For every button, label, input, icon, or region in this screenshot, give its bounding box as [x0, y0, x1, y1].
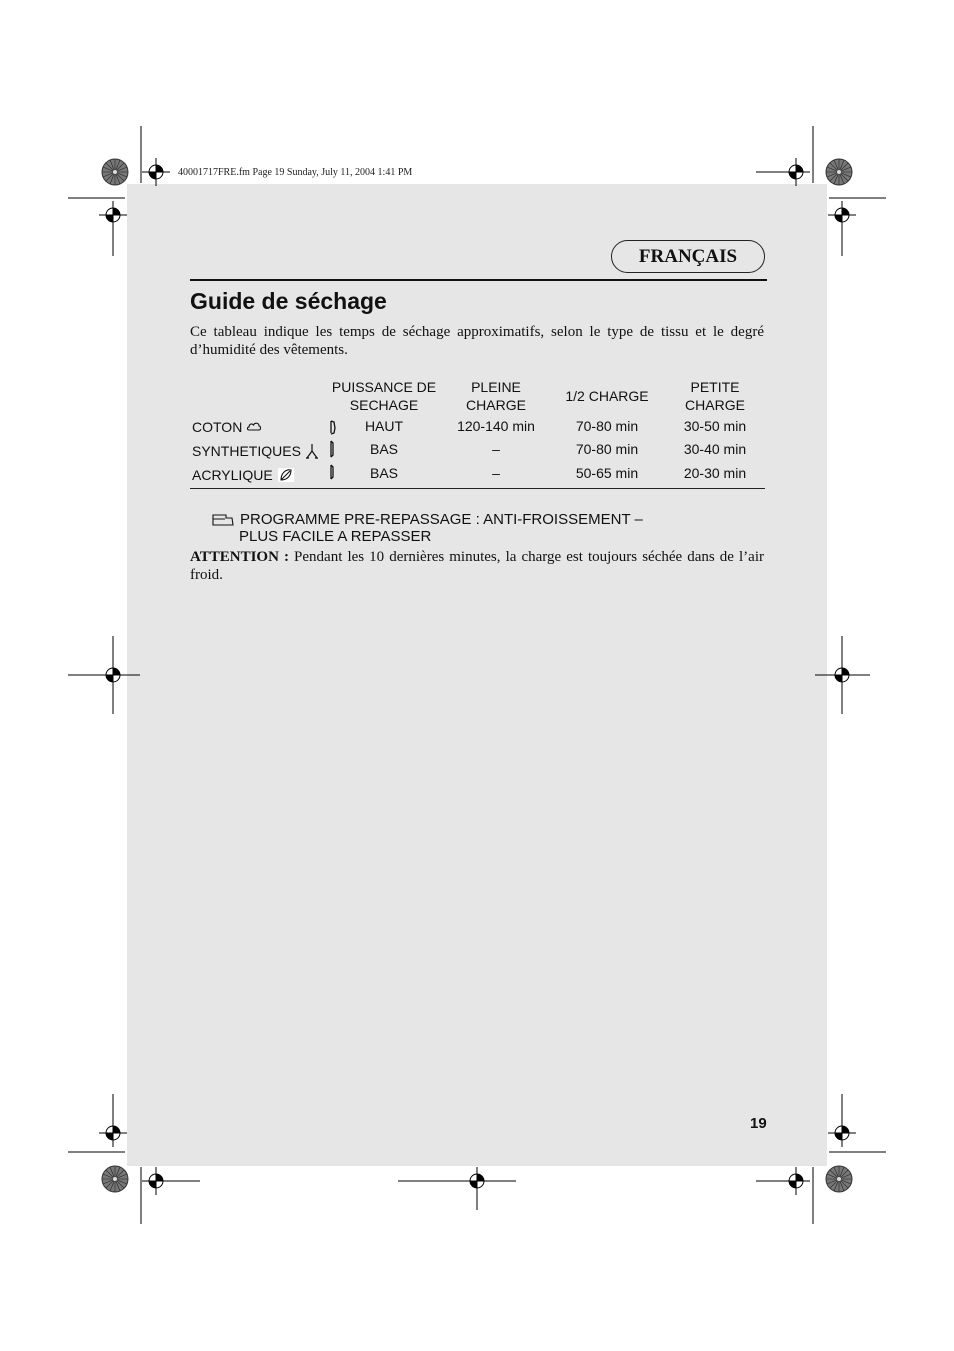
attention-paragraph — [190, 548, 764, 584]
cotton-icon — [246, 420, 262, 434]
fabric-synthetics: SYNTHETIQUES — [192, 443, 301, 459]
attention-text: Pendant les 10 dernières minutes, la charge est toujours séchée dans de l’air froid. — [190, 549, 765, 583]
intro-paragraph: Ce tableau indique les temps de séchage approximatifs, selon le type de tissu et le degré d’humidité des vêtements. — [190, 324, 764, 358]
fabric-cotton: COTON — [192, 419, 243, 435]
cell-power: BAS — [369, 465, 398, 481]
cell-half-load: 50-65 min — [575, 465, 639, 481]
cell-power: BAS — [369, 441, 398, 457]
print-file-info: 40001717FRE.fm Page 19 Sunday, July 11, 2004 1:41 PM — [178, 167, 413, 178]
acrylic-icon — [277, 467, 295, 483]
header-full-line2: CHARGE — [466, 397, 526, 413]
page-number: 19 — [750, 1115, 767, 1132]
cell-full-load: 120-140 min — [457, 418, 535, 434]
row-label-acrylic — [192, 467, 295, 483]
note-line1-row — [212, 511, 643, 528]
header-full-line1: PLEINE — [471, 379, 521, 395]
synthetics-icon — [305, 443, 319, 459]
title-rule — [190, 279, 767, 281]
header-small-load — [670, 378, 760, 414]
pre-iron-note — [212, 511, 643, 545]
header-power-line2: SECHAGE — [349, 397, 419, 413]
attention-label: ATTENTION : — [190, 549, 289, 565]
cell-full-load: – — [492, 441, 500, 457]
header-power — [327, 378, 441, 414]
pre-iron-icon — [212, 513, 234, 527]
cell-half-load: 70-80 min — [575, 418, 639, 434]
table-bottom-rule — [190, 488, 765, 489]
note-line2: PLUS FACILE A REPASSER — [239, 528, 432, 545]
language-label: FRANÇAIS — [638, 245, 738, 267]
header-power-line1: PUISSANCE DE — [331, 379, 437, 395]
page-title: Guide de séchage — [190, 288, 387, 314]
header-half-load: 1/2 CHARGE — [565, 388, 649, 404]
row-label-synthetics — [192, 443, 319, 459]
note-line1: PROGRAMME PRE-REPASSAGE : ANTI-FROISSEMENT – — [240, 511, 643, 528]
cell-full-load: – — [492, 465, 500, 481]
header-small-line2: CHARGE — [685, 397, 745, 413]
header-small-line1: PETITE — [690, 379, 740, 395]
cell-power: HAUT — [364, 418, 404, 434]
cell-small-load: 20-30 min — [683, 465, 747, 481]
header-full-load — [446, 378, 546, 414]
language-tab — [611, 240, 765, 273]
fabric-acrylic: ACRYLIQUE — [192, 467, 273, 483]
power-level-icon — [328, 419, 338, 481]
cell-small-load: 30-50 min — [683, 418, 747, 434]
cell-small-load: 30-40 min — [683, 441, 747, 457]
cell-half-load: 70-80 min — [575, 441, 639, 457]
row-label-cotton — [192, 419, 262, 435]
